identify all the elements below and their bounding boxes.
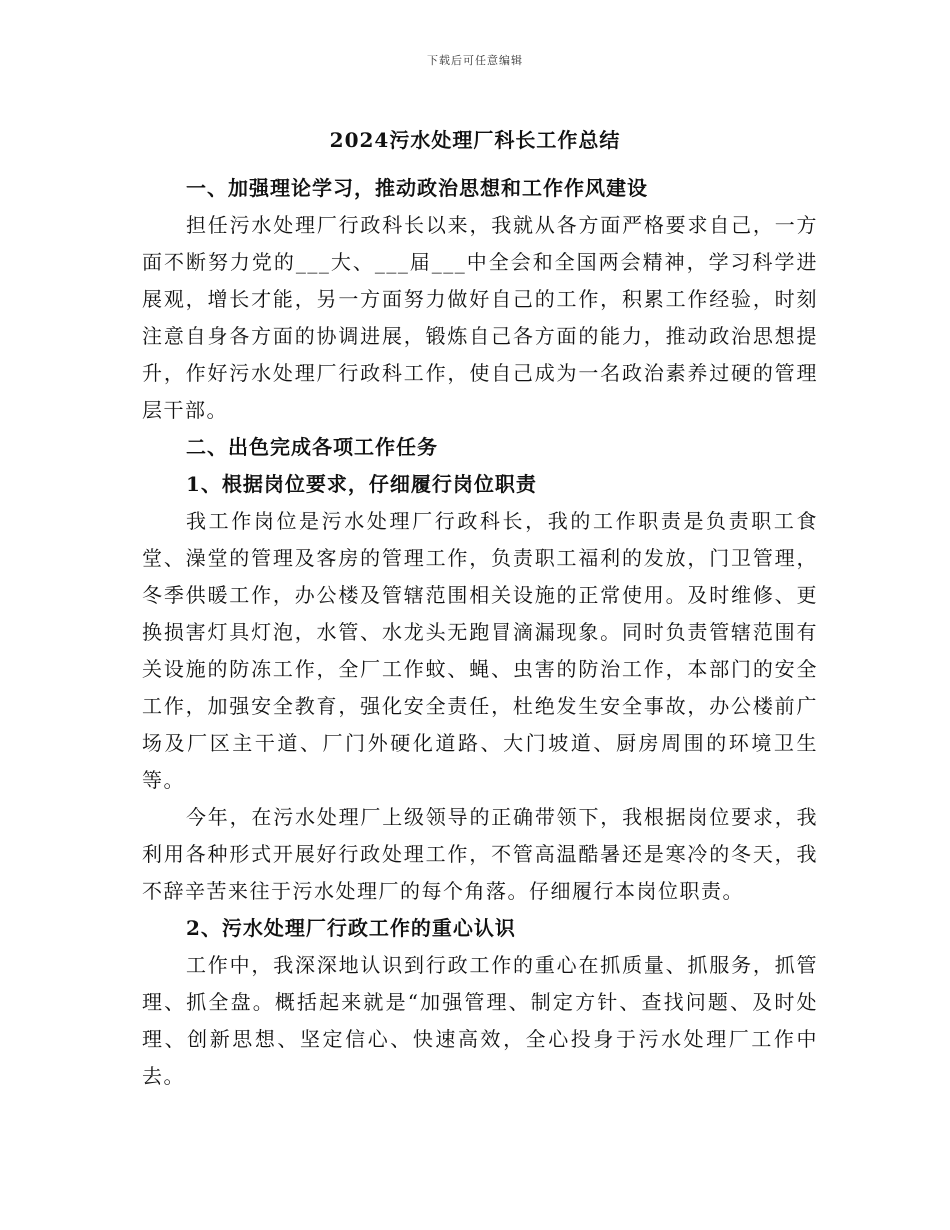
paragraph-1: 担任污水处理厂行政科长以来，我就从各方面严格要求自己，一方面不断努力党的___大、___届___中全会和全国两会精神，学习科学进展观，增长才能，另一方面努力做好自己的工作，积累工作经验，时刻注意自身各方面的协调进展，锻炼自己各方面的能力，推动政治思想提升，作好污水处理厂行政科工作，使自己成为一名政治素养过硬的管理层干部。 <box>142 213 818 422</box>
document-title: 2024污水处理厂科长工作总结 <box>329 128 621 152</box>
subsection-heading-2: 2、污水处理厂行政工作的重心认识 <box>186 916 516 940</box>
section-heading-2: 二、出色完成各项工作任务 <box>186 435 438 459</box>
paragraph-2: 我工作岗位是污水处理厂行政科长，我的工作职责是负责职工食堂、澡堂的管理及客房的管理工作，负责职工福利的发放，门卫管理，冬季供暖工作，办公楼及管辖范围相关设施的正常使用。及时维修、更换损害灯具灯泡，水管、水龙头无跑冒滴漏现象。同时负责管辖范围有关设施的防冻工作，全厂工作蚊、蝇、虫害的防治工作，本部门的安全工作，加强安全教育，强化安全责任，杜绝发生安全事故，办公楼前广场及厂区主干道、厂门外硬化道路、大门坡道、厨房周围的环境卫生等。 <box>142 509 818 792</box>
paragraph-4: 工作中，我深深地认识到行政工作的重心在抓质量、抓服务，抓管理、抓全盘。概括起来就是“加强管理、制定方针、查找问题、及时处理、创新思想、坚定信心、快速高效，全心投身于污水处理厂工作中去。 <box>142 953 818 1088</box>
section-heading-1: 一、加强理论学习，推动政治思想和工作作风建设 <box>186 176 648 200</box>
header-note: 下载后可任意编辑 <box>427 54 523 67</box>
paragraph-3: 今年，在污水处理厂上级领导的正确带领下，我根据岗位要求，我利用各种形式开展好行政处理工作，不管高温酷暑还是寒冷的冬天，我不辞辛苦来往于污水处理厂的每个角落。仔细履行本岗位职责。 <box>142 805 818 903</box>
subsection-heading-1: 1、根据岗位要求，仔细履行岗位职责 <box>186 472 537 496</box>
document-body <box>142 170 818 1095</box>
